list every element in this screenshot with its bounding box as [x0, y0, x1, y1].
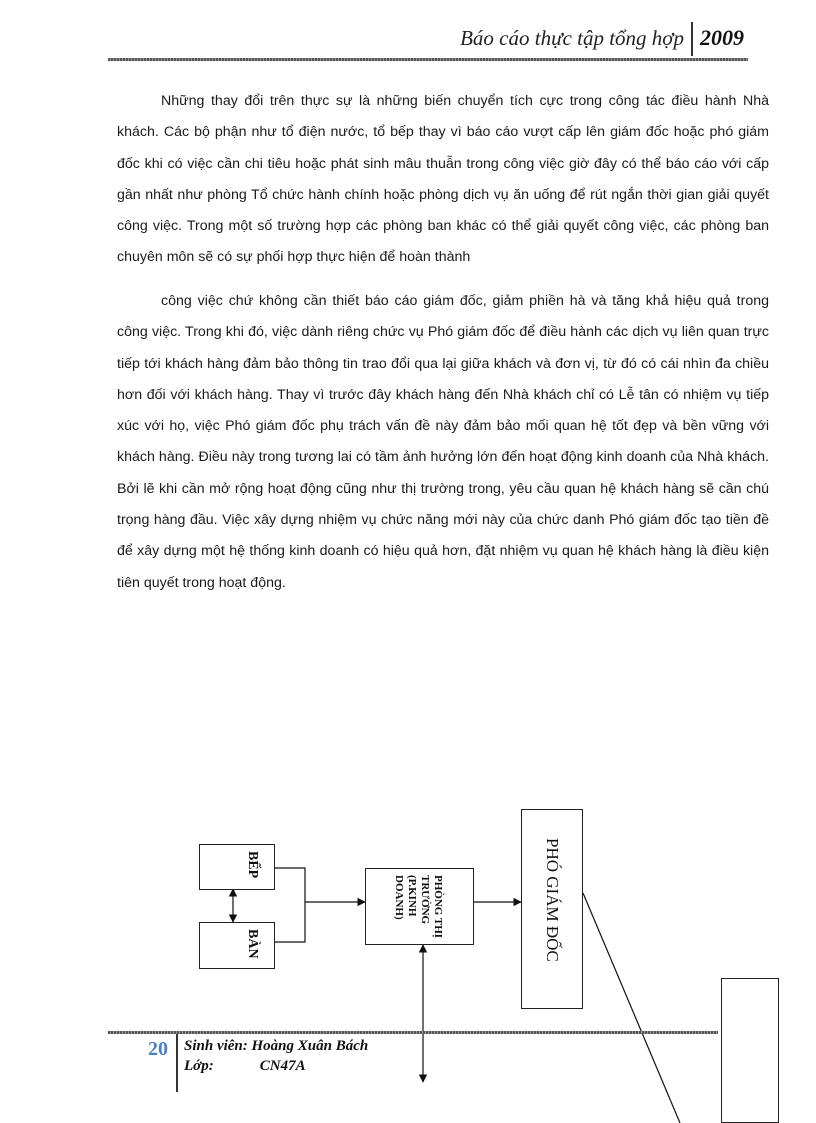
footer-student [184, 1038, 368, 1055]
connector-bep-right [275, 868, 305, 942]
box-bep [199, 844, 275, 890]
connector-pgd-diagonal [583, 893, 680, 1123]
box-partial-right [721, 978, 779, 1123]
page-number: 20 [148, 1038, 168, 1060]
label-pho-giam-doc: PHÓ GIÁM ĐỐC [543, 838, 562, 962]
label-bep: BẾP [245, 851, 260, 879]
box-phong-thi-truong [365, 868, 474, 945]
label-phong-thi-truong: PHÒNG THỊ TRƯỜNG (P.KINH DOANH) [393, 875, 444, 939]
header-year: 2009 [700, 25, 744, 50]
student-label: Sinh viên: [184, 1038, 248, 1054]
class-name: CN47A [259, 1058, 306, 1074]
paragraph-1: Những thay đổi trên thực sự là những biến chuyển tích cực trong công tác điều hành Nhà khách. Các bộ phận như tổ điện nước, tổ bếp thay vì báo cáo vượt cấp lên giám đốc hoặc phó giám đốc khi có việc cần chi tiêu hoặc phát sinh mâu thuẫn trong công việc giờ đây có thể báo cáo với cấp gần nhất như phòng Tổ chức hành chính hoặc phòng dịch vụ ăn uống để rút ngắn thời gian giải quyết công việc. Trong một số trường hợp các phòng ban khác có thể giải quyết công việc, các phòng ban chuyên môn sẽ có sự phối hợp thực hiện để hoàn thành [117, 93, 769, 266]
label-ban: BÀN [245, 929, 260, 959]
footer-class [184, 1058, 306, 1075]
box-ban [199, 922, 275, 969]
student-name: Hoàng Xuân Bách [251, 1038, 369, 1054]
class-label: Lớp: [184, 1058, 214, 1074]
box-pho-giam-doc [521, 809, 583, 1009]
footer-separator [176, 1034, 178, 1092]
paragraph-2: công việc chứ không cần thiết báo cáo giám đốc, giảm phiền hà và tăng khả hiệu quả trong công việc. Trong khi đó, việc dành riêng chức vụ Phó giám đốc để điều hành các dịch vụ liên quan trực tiếp tới khách hàng đảm bảo thông tin trao đổi qua lại giữa khách và đơn vị, từ đó có cái nhìn đa chiều hơn đối với khách hàng. Thay vì trước đây khách hàng đến Nhà khách chỉ có Lễ tân có nhiệm vụ tiếp xúc với họ, việc Phó giám đốc phụ trách vấn đề này đảm bảo mối quan hệ tốt đẹp và bền vững với khách hàng. Điều này trong tương lai có tầm ảnh hưởng lớn đến hoạt động kinh doanh của Nhà khách. Bởi lẽ khi cần mở rộng hoạt động cũng như thị trường trong, yêu cầu quan hệ khách hàng sẽ cần chú trọng hàng đầu. Việc xây dựng nhiệm vụ chức năng mới này của chức danh Phó giám đốc tạo tiền đề để xây dựng một hệ thống kinh doanh có hiệu quả hơn, đặt nhiệm vụ quan hệ khách hàng là điều kiện tiên quyết trong hoạt động. [117, 293, 769, 591]
header-title: Báo cáo thực tập tổng hợp [460, 26, 684, 50]
footer-rule [108, 1031, 718, 1034]
